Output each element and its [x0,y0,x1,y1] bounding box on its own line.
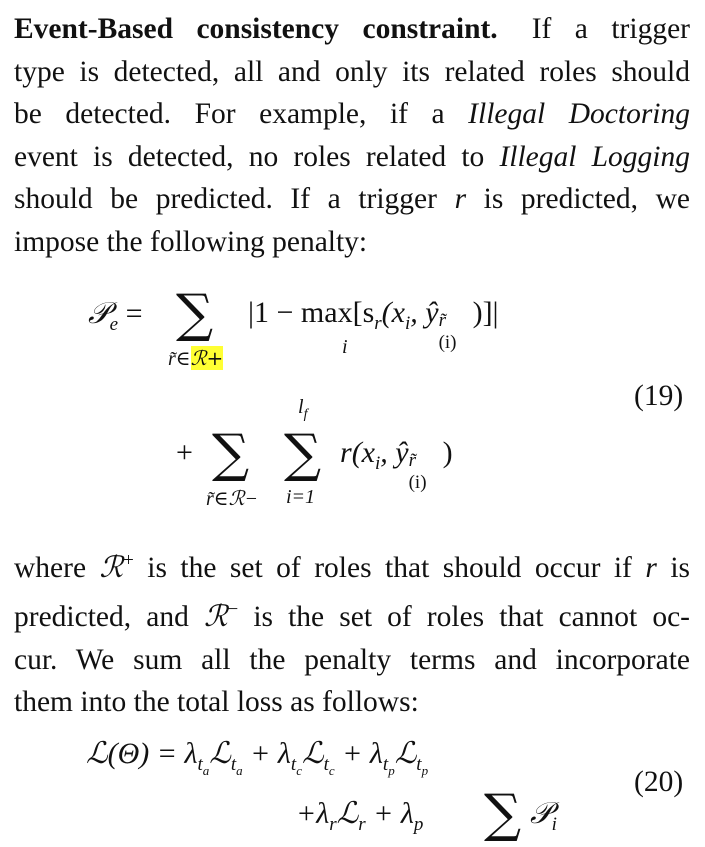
math: t [416,754,422,775]
math: + λ [365,797,414,830]
math: ℒ [394,736,417,771]
text: where [14,551,87,584]
math: + λ [334,737,383,770]
math: ℛ [99,549,124,584]
text: be detected. For example, if a [14,98,445,130]
math: t [230,754,237,775]
math: ℒ [209,736,231,771]
math: i [375,453,381,474]
line [14,8,690,51]
math: i [551,814,557,835]
text: predicted, and [14,601,189,634]
equation-20-row2 [296,796,423,836]
math: e [109,314,119,335]
math [416,754,429,778]
sum-subscript: i=1 [286,486,316,508]
paragraph-event-constraint [14,8,690,263]
text: event is detected, no roles related to [14,140,485,173]
line [14,136,690,179]
line: cur. We sum all the penalty terms and incorporate [14,643,690,676]
math: r̃∈ [168,348,191,370]
math: p [421,762,429,778]
line [14,93,690,136]
paragraph-penalty-explanation [14,540,690,724]
math: t [197,754,203,775]
math-var: r [645,551,657,584]
math: 𝒫 [88,296,110,331]
equation-number-20: (20) [634,766,684,798]
text: is predicted, we [483,183,691,215]
sum-subscript: r̃∈ℛ− [206,488,259,510]
math: (i) [438,332,457,353]
math: + λ [242,737,291,770]
math-var: r [454,183,467,215]
math: i [404,313,411,334]
equation-19-term1 [248,296,499,353]
equation-19-row1 [88,296,143,336]
math [323,754,335,778]
math: f [303,407,308,422]
sum-symbol: ∑ [284,424,322,484]
math: c [296,762,302,778]
max-subscript: i [342,336,348,358]
math: (x [381,296,405,329]
math: , ŷ [380,436,409,469]
text: is the set of roles that should occur if [147,551,632,584]
text: should be predicted. If a trigger [14,183,437,215]
math: p [388,762,395,778]
math: )]| [472,296,499,329]
text: is [670,551,690,584]
math: 𝒫 [530,796,552,831]
line: type is detected, all and only its related roles should [14,55,690,88]
math: (i) [408,472,427,493]
sum-symbol: ∑ [484,784,522,844]
sum-symbol: ∑ [176,284,214,344]
line [14,540,690,589]
math [382,754,395,778]
line [14,178,690,221]
equation-number-19: (19) [634,380,684,412]
math: r [358,814,366,835]
line: impose the following penalty: [14,225,368,258]
math: ℒ(Θ) = λ [86,737,198,770]
sum-upper-limit [298,396,307,423]
math [197,754,210,778]
line: them into the total loss as follows: [14,686,419,719]
plus: + [176,436,193,469]
math: |1 − max[s [248,296,375,329]
line [14,589,690,638]
math: t [323,754,329,775]
math: a [202,762,210,778]
math: r [329,814,337,835]
math: ℒ [301,736,324,771]
math: l [298,396,304,418]
math: r̃ [408,450,417,471]
equation-20-row1 [86,736,428,779]
math: t [290,754,297,775]
text: is the set of roles that cannot oc- [253,601,690,634]
math: r̃ [438,310,446,331]
math: p [413,814,424,835]
math [230,754,243,778]
math: a [236,762,243,778]
math: +λ [296,797,330,830]
sum-subscript [168,346,223,371]
math [290,754,302,778]
equation-19-term2 [340,436,453,493]
emphasis: Illegal Logging [499,140,691,173]
math: c [328,762,335,778]
math: t [382,754,389,775]
text: If a trigger [531,13,690,45]
math: − [227,599,239,621]
emphasis: Illegal Doctoring [468,98,690,130]
math: ) [442,436,453,469]
sum-symbol: ∑ [212,424,250,484]
equation-20-P [530,796,557,836]
math: (x [351,436,375,469]
highlighted-math: ℛ+ [190,346,224,370]
math: ℛ [203,599,228,634]
math: r [374,313,382,334]
math: ℒ [336,796,359,831]
math: , ŷ [410,296,439,329]
section-heading: Event-Based consistency constraint. [14,13,498,45]
math: = [125,297,143,330]
math: + [123,550,134,571]
math: r [340,436,352,469]
